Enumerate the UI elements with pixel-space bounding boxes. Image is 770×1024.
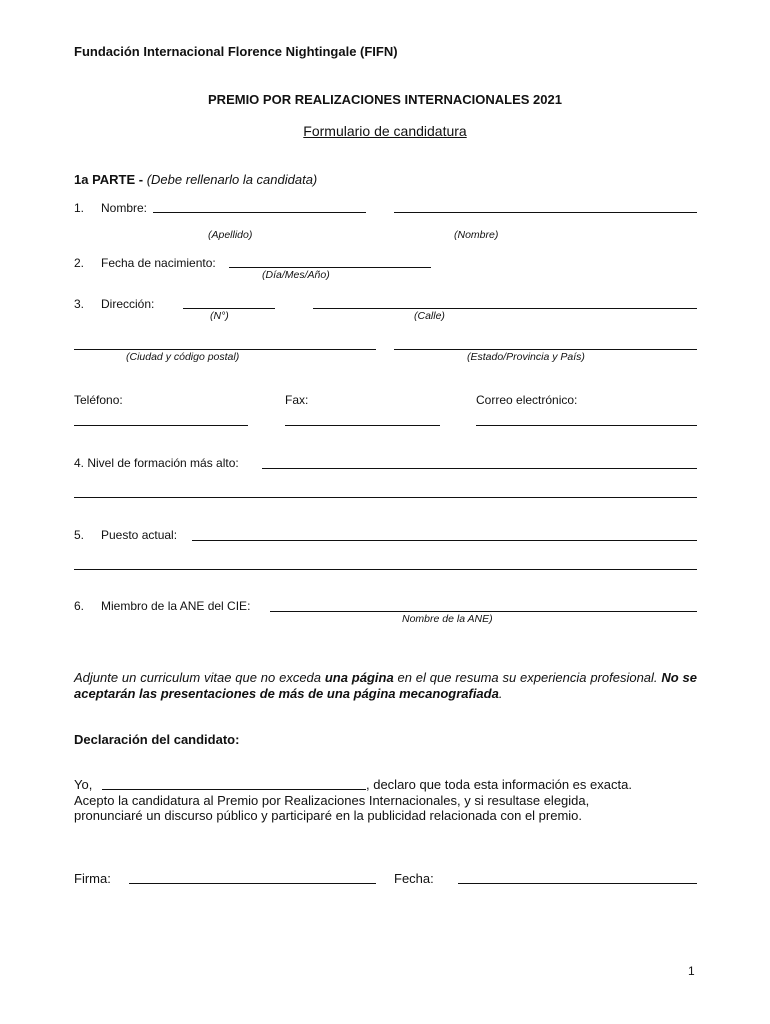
field3-number: 3. (74, 297, 85, 311)
field2-label: Fecha de nacimiento: (101, 256, 216, 270)
phone-label: Teléfono: (74, 393, 123, 407)
state-input-line[interactable] (394, 349, 697, 350)
declaration-line-2: Acepto la candidatura al Premio por Realizaciones Internacionales, y si resultase elegida, (74, 793, 590, 808)
part1-heading (74, 172, 317, 187)
declaration-line-3: pronunciaré un discurso público y participaré en la publicidad relacionada con el premio. (74, 808, 583, 823)
street-hint: (Calle) (414, 310, 445, 322)
fax-label: Fax: (285, 393, 309, 407)
form-title: Formulario de candidatura (303, 123, 467, 139)
birthdate-input-line[interactable] (229, 267, 431, 268)
award-title: PREMIO POR REALIZACIONES INTERNACIONALES 2021 (208, 92, 562, 107)
date-label: Fecha: (394, 871, 434, 886)
name-input-line[interactable] (394, 212, 697, 213)
surname-input-line[interactable] (153, 212, 366, 213)
ane-hint: Nombre de la ANE) (402, 613, 493, 625)
field6-number: 6. (74, 599, 85, 613)
organization-name: Fundación Internacional Florence Nightingale (FIFN) (74, 44, 398, 59)
field5-label: Puesto actual: (101, 528, 178, 542)
cv-text-bold-1: una página (324, 670, 394, 685)
cv-text-1: Adjunte un curriculum vitae que no exceda (74, 670, 325, 685)
part1-title: 1a PARTE - (74, 172, 147, 187)
ane-input-line[interactable] (270, 611, 697, 612)
cv-text-2: en el que resuma su experiencia profesional. (393, 670, 662, 685)
city-hint: (Ciudad y código postal) (126, 351, 240, 363)
field1-label: Nombre: (101, 201, 148, 215)
declaration-line-1: , declaro que toda esta información es exacta. (366, 777, 632, 792)
birthdate-hint: (Día/Mes/Año) (262, 269, 330, 281)
date-input-line[interactable] (458, 883, 697, 884)
fax-input-line[interactable] (285, 425, 440, 426)
cv-text-bold-2: No se aceptarán las presentaciones de más de una página mecanografiada (74, 670, 697, 701)
field5-number: 5. (74, 528, 85, 542)
signature-input-line[interactable] (129, 883, 376, 884)
declaration-yo: Yo, (74, 777, 93, 792)
cv-text-3: . (498, 686, 503, 701)
name-hint: (Nombre) (454, 229, 499, 241)
position-input-line[interactable] (192, 540, 697, 541)
signature-label: Firma: (74, 871, 111, 886)
street-input-line[interactable] (313, 308, 697, 309)
declaration-title: Declaración del candidato: (74, 732, 240, 747)
declarant-name-input-line[interactable] (102, 789, 366, 790)
address-number-input-line[interactable] (183, 308, 275, 309)
phone-input-line[interactable] (74, 425, 248, 426)
field4-label: 4. Nivel de formación más alto: (74, 456, 239, 470)
part1-subtitle: (Debe rellenarlo la candidata) (146, 172, 318, 187)
surname-hint: (Apellido) (208, 229, 253, 241)
cv-instructions (74, 670, 697, 702)
state-hint: (Estado/Provincia y País) (467, 351, 585, 363)
page-number: 1 (688, 964, 695, 978)
education-input-line-2[interactable] (74, 497, 697, 498)
email-label: Correo electrónico: (476, 393, 578, 407)
field6-label: Miembro de la ANE del CIE: (101, 599, 251, 613)
field2-number: 2. (74, 256, 85, 270)
education-input-line[interactable] (262, 468, 697, 469)
address-number-hint: (N°) (210, 310, 229, 322)
field1-number: 1. (74, 201, 85, 215)
field3-label: Dirección: (101, 297, 155, 311)
city-input-line[interactable] (74, 349, 376, 350)
email-input-line[interactable] (476, 425, 697, 426)
position-input-line-2[interactable] (74, 569, 697, 570)
